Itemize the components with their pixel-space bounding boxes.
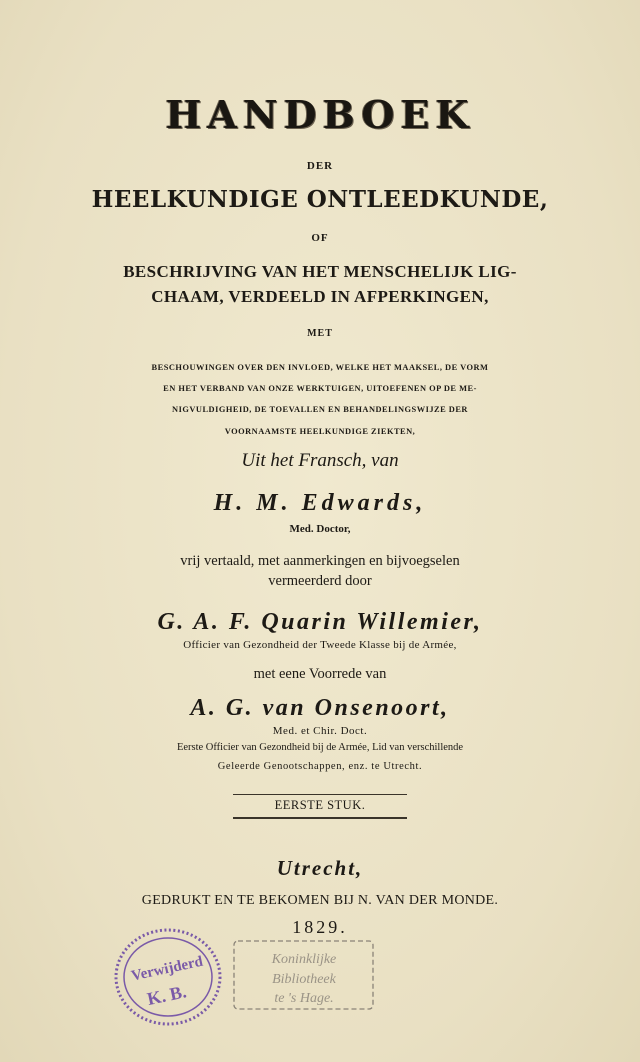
title-der: DER <box>306 160 334 172</box>
svg-text:Verwijderd: Verwijderd <box>129 953 205 985</box>
translation-line-1: vrij vertaald, met aanmerkingen en bijvoegselen <box>180 553 460 569</box>
translator-name: G. A. F. Quarin Willemier, <box>157 609 483 635</box>
title-met: MET <box>307 328 333 339</box>
title-of: OF <box>311 232 329 244</box>
svg-text:K. B.: K. B. <box>145 981 189 1010</box>
volume-label: EERSTE STUK. <box>274 798 366 812</box>
imprint-printer: GEDRUKT EN TE BEKOMEN BIJ N. VAN DER MONDE. <box>141 893 499 908</box>
description-line-2: CHAAM, VERDEELD IN AFPERKINGEN, <box>151 287 489 306</box>
description-line-1: BESCHRIJVING VAN HET MENSCHELIJK LIG- <box>123 262 517 281</box>
book-title: HANDBOEK <box>165 92 475 137</box>
translation-line-2: vermeerderd door <box>268 573 372 589</box>
svg-text:Koninklijke: Koninklijke <box>271 952 337 967</box>
verwijderd-stamp <box>112 925 224 1029</box>
imprint-place: Utrecht, <box>276 856 364 880</box>
svg-text:Bibliotheek: Bibliotheek <box>272 972 336 987</box>
author-degree: Med. Doctor, <box>289 523 351 535</box>
source-language-line: Uit het Fransch, van <box>241 450 399 471</box>
book-subject: HEELKUNDIGE ONTLEEDKUNDE, <box>91 186 549 213</box>
preface-author-role-2: Geleerde Genootschappen, enz. te Utrecht. <box>217 761 423 772</box>
subtitle-line-2: EN HET VERBAND VAN ONZE WERKTUIGEN, UITOEFENEN OP DE ME- <box>163 384 477 393</box>
subtitle-line-4: VOORNAAMSTE HEELKUNDIGE ZIEKTEN, <box>224 427 416 436</box>
subtitle-line-1: BESCHOUWINGEN OVER DEN INVLOED, WELKE HET MAAKSEL, DE VORM <box>151 363 489 372</box>
subtitle-line-3: NIGVULDIGHEID, DE TOEVALLEN EN BEHANDELINGSWIJZE DER <box>172 405 468 414</box>
preface-author-degree: Med. et Chir. Doct. <box>272 725 368 737</box>
svg-text:te 's Hage.: te 's Hage. <box>274 991 334 1006</box>
translator-role: Officier van Gezondheid der Tweede Klasse bij de Armée, <box>183 639 457 651</box>
author-name: H. M. Edwards, <box>213 490 427 516</box>
library-ownership-stamp <box>232 937 375 1013</box>
imprint-year: 1829. <box>292 917 348 937</box>
preface-author-name: A. G. van Onsenoort, <box>190 695 450 721</box>
preface-author-role-1: Eerste Officier van Gezondheid bij de Armée, Lid van verschillende <box>176 742 464 753</box>
preface-intro: met eene Voorrede van <box>253 666 387 682</box>
volume-rule-bottom <box>233 817 407 819</box>
volume-rule-top <box>233 794 407 795</box>
